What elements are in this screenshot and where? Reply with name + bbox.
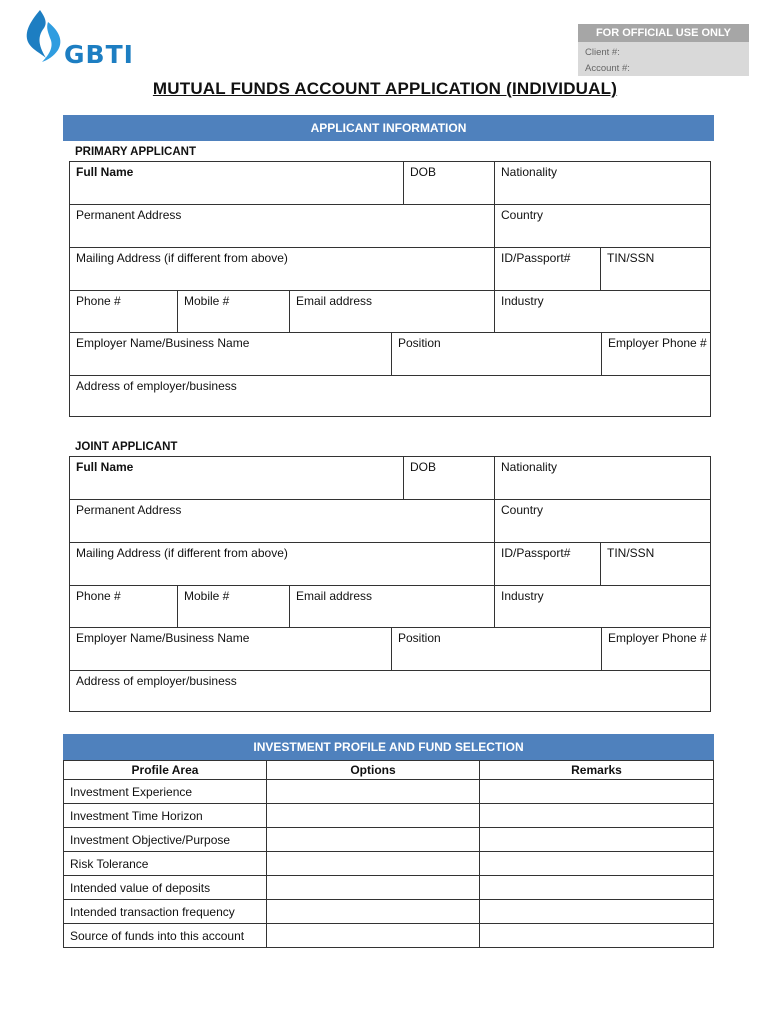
primary-applicant-heading: PRIMARY APPLICANT (75, 146, 196, 158)
joint-employer-name-field[interactable]: Employer Name/Business Name (76, 631, 250, 645)
remarks-cell[interactable] (480, 804, 714, 828)
investment-profile-banner: INVESTMENT PROFILE AND FUND SELECTION (63, 734, 714, 760)
table-row (64, 852, 714, 876)
profile-area-header: Profile Area (64, 761, 267, 780)
joint-applicant-grid (69, 456, 711, 712)
joint-tin-ssn-field[interactable]: TIN/SSN (607, 546, 655, 560)
table-row (64, 900, 714, 924)
table-row (64, 828, 714, 852)
profile-area-cell: Investment Experience (64, 780, 267, 804)
options-cell[interactable] (267, 900, 480, 924)
joint-permanent-address-field[interactable]: Permanent Address (76, 503, 182, 517)
profile-area-cell: Investment Time Horizon (64, 804, 267, 828)
mailing-address-field[interactable]: Mailing Address (if different from above) (76, 251, 288, 265)
tin-ssn-field[interactable]: TIN/SSN (607, 251, 655, 265)
id-passport-field[interactable]: ID/Passport# (501, 251, 571, 265)
options-cell[interactable] (267, 852, 480, 876)
profile-area-cell: Intended value of deposits (64, 876, 267, 900)
joint-country-field[interactable]: Country (501, 503, 544, 517)
joint-full-name-field[interactable]: Full Name (76, 460, 134, 474)
table-row (64, 924, 714, 948)
profile-area-cell: Investment Objective/Purpose (64, 828, 267, 852)
joint-industry-field[interactable]: Industry (501, 589, 544, 603)
options-header: Options (267, 761, 480, 780)
options-cell[interactable] (267, 804, 480, 828)
mobile-field[interactable]: Mobile # (184, 294, 230, 308)
official-use-box (578, 24, 749, 76)
country-field[interactable]: Country (501, 208, 544, 222)
industry-field[interactable]: Industry (501, 294, 544, 308)
employer-name-field[interactable]: Employer Name/Business Name (76, 336, 250, 350)
employer-address-field[interactable]: Address of employer/business (76, 379, 237, 393)
options-cell[interactable] (267, 828, 480, 852)
remarks-cell[interactable] (480, 900, 714, 924)
joint-nationality-field[interactable]: Nationality (501, 460, 558, 474)
employer-phone-field[interactable]: Employer Phone # (608, 336, 707, 350)
profile-area-cell: Risk Tolerance (64, 852, 267, 876)
applicant-info-banner: APPLICANT INFORMATION (63, 115, 714, 141)
email-field[interactable]: Email address (296, 294, 373, 308)
options-cell[interactable] (267, 780, 480, 804)
joint-id-passport-field[interactable]: ID/Passport# (501, 546, 571, 560)
joint-applicant-heading: JOINT APPLICANT (75, 441, 178, 453)
joint-dob-field[interactable]: DOB (410, 460, 437, 474)
official-use-header: FOR OFFICIAL USE ONLY (578, 24, 749, 42)
remarks-cell[interactable] (480, 924, 714, 948)
table-row (64, 876, 714, 900)
page-title: MUTUAL FUNDS ACCOUNT APPLICATION (INDIVIDUAL) (152, 79, 618, 98)
logo-text: GBTI (64, 40, 134, 69)
remarks-cell[interactable] (480, 852, 714, 876)
nationality-field[interactable]: Nationality (501, 165, 558, 179)
full-name-field[interactable]: Full Name (76, 165, 134, 179)
profile-area-cell: Source of funds into this account (64, 924, 267, 948)
logo-icon (22, 8, 68, 64)
options-cell[interactable] (267, 924, 480, 948)
dob-field[interactable]: DOB (410, 165, 437, 179)
account-number-label: Account #: (585, 63, 630, 74)
client-number-label: Client #: (585, 47, 620, 58)
table-row (64, 780, 714, 804)
investment-profile-table (63, 760, 714, 948)
remarks-cell[interactable] (480, 828, 714, 852)
joint-email-field[interactable]: Email address (296, 589, 373, 603)
permanent-address-field[interactable]: Permanent Address (76, 208, 182, 222)
position-field[interactable]: Position (398, 336, 441, 350)
phone-field[interactable]: Phone # (76, 294, 121, 308)
remarks-cell[interactable] (480, 876, 714, 900)
options-cell[interactable] (267, 876, 480, 900)
remarks-cell[interactable] (480, 780, 714, 804)
table-row (64, 804, 714, 828)
remarks-header: Remarks (480, 761, 714, 780)
joint-mailing-address-field[interactable]: Mailing Address (if different from above) (76, 546, 288, 560)
profile-area-cell: Intended transaction frequency (64, 900, 267, 924)
joint-mobile-field[interactable]: Mobile # (184, 589, 230, 603)
joint-employer-phone-field[interactable]: Employer Phone # (608, 631, 707, 645)
joint-employer-address-field[interactable]: Address of employer/business (76, 674, 237, 688)
primary-applicant-grid (69, 161, 711, 417)
joint-phone-field[interactable]: Phone # (76, 589, 121, 603)
joint-position-field[interactable]: Position (398, 631, 441, 645)
